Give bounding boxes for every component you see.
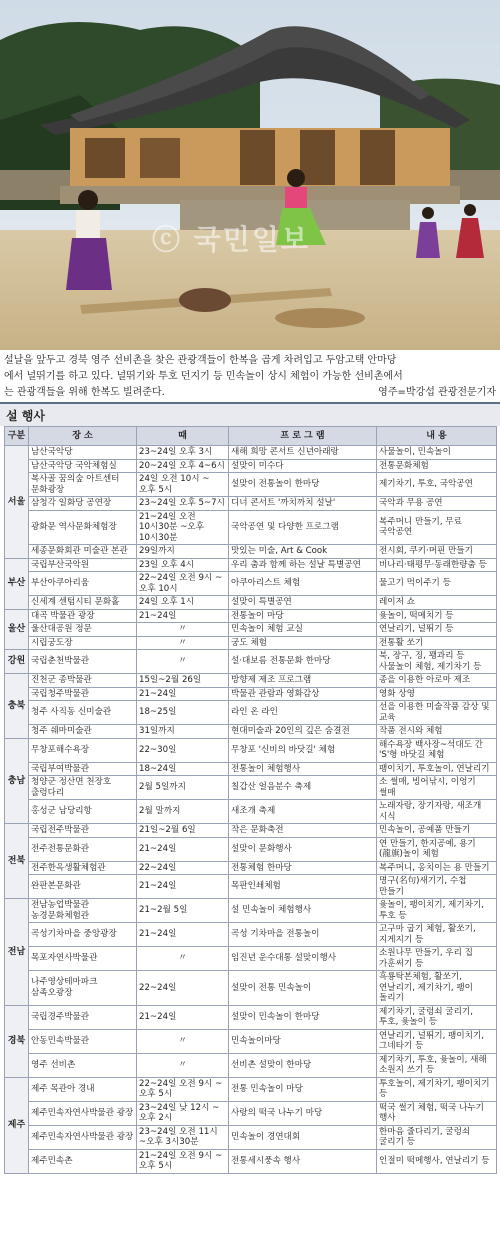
content-cell: 작품 전시와 체험 [377,725,497,739]
date-cell: 18~24일 [137,762,229,776]
program-cell: 새해 희망 콘서트 신년아래랑 [229,446,377,460]
program-cell: 사랑의 떡국 나누기 마당 [229,1101,377,1125]
content-cell: 연 만들기, 한지공예, 용기(龍旗)놀이 체험 [377,837,497,861]
content-cell: 비나리·태평무·동래한량춤 등 [377,558,497,572]
venue-cell: 남산국악당 국악체험실 [29,459,137,473]
venue-cell: 국립청주박물관 [29,687,137,701]
section-title: 설 행사 [0,404,500,426]
program-cell: 설맞이 전통놀이 한마당 [229,473,377,497]
date-cell: 〃 [137,947,229,971]
date-cell: 23~24일 오전 11시 ~오후 3시30분 [137,1125,229,1149]
program-cell: 설맞이 민속놀이 한마당 [229,1005,377,1029]
program-cell: 아쿠아리스트 체험 [229,572,377,596]
table-row [5,473,497,497]
venue-cell: 광화문 역사문화체험장 [29,510,137,545]
program-cell: 민속놀이마당 [229,1029,377,1053]
venue-cell: 국립춘천박물관 [29,650,137,674]
program-cell: 새조개 축제 [229,800,377,824]
program-cell: 라인 온 라인 [229,701,377,725]
content-cell: 전통문화체험 [377,459,497,473]
content-cell: 영화 상영 [377,687,497,701]
table-row [5,636,497,650]
table-row [5,446,497,460]
venue-cell: 삼청각 일화당 공연장 [29,497,137,511]
table-row [5,1149,497,1173]
news-photo [0,0,500,350]
table-row [5,824,497,838]
table-row [5,545,497,559]
table-row [5,623,497,637]
date-cell: 〃 [137,1053,229,1077]
region-cell: 충북 [5,674,29,739]
program-cell: 전통세시풍속 행사 [229,1149,377,1173]
program-cell: 궁도 체험 [229,636,377,650]
content-cell: 연날리기, 널뛰기, 팽이치기, 그네타기 등 [377,1029,497,1053]
content-cell: 팽이치기, 투호놀이, 연날리기 [377,762,497,776]
venue-cell: 나주영상테마파크 삼족오광장 [29,971,137,1006]
table-row [5,510,497,545]
region-cell: 강원 [5,650,29,674]
content-cell: 연날리기, 널뛰기 등 [377,623,497,637]
table-row [5,558,497,572]
table-row [5,674,497,688]
venue-cell: 복사골 꿈의숲 아트센터 문화광장 [29,473,137,497]
region-cell: 전남 [5,899,29,1006]
program-cell: 전통놀이 마당 [229,609,377,623]
date-cell: 21~24일 [137,875,229,899]
content-cell: 윷놀이, 팽이치기, 제기차기, 투호 등 [377,899,497,923]
table-row [5,875,497,899]
venue-cell: 곡성기차마을 중앙광장 [29,923,137,947]
content-cell: 국악과 무용 공연 [377,497,497,511]
program-cell: 국악공연 및 다양한 프로그램 [229,510,377,545]
table-row [5,923,497,947]
date-cell: 21~24일 [137,687,229,701]
content-cell: 명구(名句)새기기, 수첩 만들기 [377,875,497,899]
caption-text: 는 관광객들을 위해 한복도 빌려준다. [4,387,165,398]
date-cell: 2월 5일까지 [137,776,229,800]
date-cell: 20~24일 오후 4~6시 [137,459,229,473]
caption-line: 에서 널뛰기를 하고 있다. 널뛰기와 투호 던지기 등 민속놀이 상시 체험이 가능한 선비촌에서 [4,371,403,382]
content-cell: 물고기 먹이주기 등 [377,572,497,596]
table-row [5,1053,497,1077]
table-row [5,1005,497,1029]
content-cell: 사물놀이, 민속놀이 [377,446,497,460]
date-cell: 24일 오전 10시 ~오후 5시 [137,473,229,497]
program-cell: 전통 민속놀이 마당 [229,1077,377,1101]
venue-cell: 진천군 종박물관 [29,674,137,688]
date-cell: 21~24일 오전 10시30분 ~오후 10시30분 [137,510,229,545]
content-cell: 한마음 줄다리기, 굴렁쇠 굴리기 등 [377,1125,497,1149]
content-cell: 선을 이용한 미술작품 감상 및 교육 [377,701,497,725]
content-cell: 민속놀이, 공예품 만들기 [377,824,497,838]
date-cell: 2월 말까지 [137,800,229,824]
date-cell: 21~24일 [137,609,229,623]
program-cell: 설맞이 특별공연 [229,596,377,610]
region-cell: 전북 [5,824,29,899]
content-cell: 복주머니, 옹치이는 용 만들기 [377,861,497,875]
date-cell: 〃 [137,623,229,637]
venue-cell: 제주 목관아 경내 [29,1077,137,1101]
date-cell: 21~24일 [137,837,229,861]
date-cell: 15일~2월 26일 [137,674,229,688]
content-cell: 소원나무 만들기, 우리 집 가훈써기 등 [377,947,497,971]
caption-line [4,385,496,401]
table-row [5,762,497,776]
photo-credit: 영주=박강섭 관광전문기자 [378,387,496,398]
table-row [5,861,497,875]
photo-caption [0,350,500,404]
table-row [5,459,497,473]
date-cell: 22~24일 오전 9시 ~오후 10시 [137,572,229,596]
program-cell: 목판인쇄체험 [229,875,377,899]
column-header: 장 소 [29,427,137,446]
venue-cell: 남산국악당 [29,446,137,460]
program-cell: 방향제 제조 프로그램 [229,674,377,688]
date-cell: 〃 [137,636,229,650]
date-cell: 23일 오후 4시 [137,558,229,572]
venue-cell: 신세계 센텀시티 문화홀 [29,596,137,610]
program-cell: 박물관 관람과 영화감상 [229,687,377,701]
table-row [5,800,497,824]
content-cell: 제기차기, 투호, 국악공연 [377,473,497,497]
date-cell: 22~30일 [137,738,229,762]
date-cell: 22~24일 [137,971,229,1006]
program-cell: 우리 춤과 함께 하는 설날 특별공연 [229,558,377,572]
venue-cell: 대곡 박물관 광장 [29,609,137,623]
content-cell: 제기차기, 굴렁쇠 굴리기, 투호, 윷놀이 등 [377,1005,497,1029]
venue-cell: 국립부산국악원 [29,558,137,572]
date-cell: 31일까지 [137,725,229,739]
content-cell: 전통활 쏘기 [377,636,497,650]
content-cell: 제기차기, 투호, 윷놀이, 새해 소원지 쓰기 등 [377,1053,497,1077]
date-cell: 22~24일 오전 9시 ~오후 5시 [137,1077,229,1101]
content-cell: 레이저 쇼 [377,596,497,610]
program-cell: 민속놀이 체험 교실 [229,623,377,637]
program-cell: 설맞이 전통 민속놀이 [229,971,377,1006]
program-cell: 선비촌 설맞이 한마당 [229,1053,377,1077]
column-header: 프 로 그 램 [229,427,377,446]
column-header: 구분 [5,427,29,446]
venue-cell: 전남농업박물관 농경문화체험관 [29,899,137,923]
content-cell: 투호놀이, 제기차기, 팽이치기 등 [377,1077,497,1101]
venue-cell: 청양군 정산면 천장호 출렁다리 [29,776,137,800]
table-row [5,1101,497,1125]
content-cell: 노래자랑, 장기자랑, 새조개 시식 [377,800,497,824]
program-cell: 전통놀이 체험행사 [229,762,377,776]
photo-watermark: ⓒ 국민일보 [152,223,310,256]
table-row [5,837,497,861]
venue-cell: 시립궁도장 [29,636,137,650]
date-cell: 21~24일 [137,1005,229,1029]
event-table [4,426,497,1174]
venue-cell: 제주민속자연사박물관 광장 [29,1125,137,1149]
content-cell: 윷놀이, 떡메치기 등 [377,609,497,623]
date-cell: 22~24일 [137,861,229,875]
venue-cell: 세종문화회관 미술관 본관 [29,545,137,559]
venue-cell: 울산대공원 정문 [29,623,137,637]
date-cell: 21~2월 5일 [137,899,229,923]
venue-cell: 부산아쿠아리움 [29,572,137,596]
table-row [5,738,497,762]
hanok-courtyard-photo [0,0,500,350]
table-row [5,776,497,800]
venue-cell: 홍성군 남당리항 [29,800,137,824]
date-cell: 21~24일 [137,923,229,947]
table-body [5,446,497,1174]
table-row [5,971,497,1006]
program-cell: 무창포 '신비의 바닷길' 체험 [229,738,377,762]
venue-cell: 제주민속촌 [29,1149,137,1173]
venue-cell: 영주 선비촌 [29,1053,137,1077]
program-cell: 현대미술과 20인의 깊은 숨결전 [229,725,377,739]
venue-cell: 국립부여박물관 [29,762,137,776]
table-row [5,725,497,739]
venue-cell: 완판본문화관 [29,875,137,899]
venue-cell: 제주민속자연사박물관 광장 [29,1101,137,1125]
region-cell: 경북 [5,1005,29,1077]
content-cell: 고구마 굽기 체험, 활쏘기, 지게지기 등 [377,923,497,947]
table-header-row [5,427,497,446]
venue-cell: 국립전주박물관 [29,824,137,838]
program-cell: 작은 문화축전 [229,824,377,838]
content-cell: 북, 장구, 징, 꽹과리 등 사물놀이 체험, 제기차기 등 [377,650,497,674]
content-cell: 인절미 떡메행사, 연날리기 등 [377,1149,497,1173]
program-cell: 곡성 기차마을 전통놀이 [229,923,377,947]
venue-cell: 무창포해수욕장 [29,738,137,762]
content-cell: 해수욕장 백사장~석대도 간 'S'형 바닷길 체험 [377,738,497,762]
content-cell: 복주머니 만들기, 무료 국악공연 [377,510,497,545]
venue-cell: 목포자연사박물관 [29,947,137,971]
date-cell: 23~24일 오후 5~7시 [137,497,229,511]
table-row [5,572,497,596]
program-cell: 임진년 운수대통 설맞이행사 [229,947,377,971]
date-cell: 18~25일 [137,701,229,725]
program-cell: 설 민속놀이 체험행사 [229,899,377,923]
table-row [5,497,497,511]
program-cell: 디너 콘서트 '까치까치 설날' [229,497,377,511]
region-cell: 서울 [5,446,29,559]
program-cell: 민속놀이 경연대회 [229,1125,377,1149]
date-cell: 〃 [137,650,229,674]
table-row [5,947,497,971]
table-row [5,650,497,674]
content-cell: 전시회, 쿠키·머핀 만들기 [377,545,497,559]
content-cell: 떡국 썰기 체험, 떡국 나누기 행사 [377,1101,497,1125]
table-row [5,1077,497,1101]
region-cell: 충남 [5,738,29,824]
region-cell: 부산 [5,558,29,609]
venue-cell: 국립경주박물관 [29,1005,137,1029]
date-cell: 24일 오후 1시 [137,596,229,610]
date-cell: 29일까지 [137,545,229,559]
venue-cell: 청주 쉐마미술관 [29,725,137,739]
venue-cell: 전주한옥생활체험관 [29,861,137,875]
region-cell: 울산 [5,609,29,650]
date-cell: 23~24일 낮 12시 ~오후 2시 [137,1101,229,1125]
column-header: 때 [137,427,229,446]
content-cell: 소 썰매, 빙어낚시, 이엉기 썰매 [377,776,497,800]
table-row [5,609,497,623]
program-cell: 설·대보름 전통문화 한마당 [229,650,377,674]
caption-line: 설날을 앞두고 경북 영주 선비촌을 찾은 관광객들이 한복을 곱게 차려입고 두암고택 안마당 [4,355,397,366]
date-cell: 〃 [137,1029,229,1053]
content-cell: 흑룡탁본체험, 활쏘기, 연날리기, 제기차기, 팽이 돌리기 [377,971,497,1006]
program-cell: 설맞이 미수다 [229,459,377,473]
program-cell: 맛있는 미술, Art & Cook [229,545,377,559]
table-row [5,687,497,701]
table-row [5,899,497,923]
table-row [5,1125,497,1149]
date-cell: 23~24일 오후 3시 [137,446,229,460]
table-row [5,701,497,725]
region-cell: 제주 [5,1077,29,1173]
column-header: 내 용 [377,427,497,446]
program-cell: 설맞이 문화행사 [229,837,377,861]
table-row [5,596,497,610]
table-row [5,1029,497,1053]
date-cell: 21일~2월 6일 [137,824,229,838]
program-cell: 칠갑산 얼음분수 축제 [229,776,377,800]
date-cell: 21~24일 오전 9시 ~오후 5시 [137,1149,229,1173]
content-cell: 종을 이용한 아로마 제조 [377,674,497,688]
program-cell: 전통체험 한마당 [229,861,377,875]
venue-cell: 안동민속박물관 [29,1029,137,1053]
venue-cell: 청주 사직동 신미술관 [29,701,137,725]
venue-cell: 전주전통문화관 [29,837,137,861]
